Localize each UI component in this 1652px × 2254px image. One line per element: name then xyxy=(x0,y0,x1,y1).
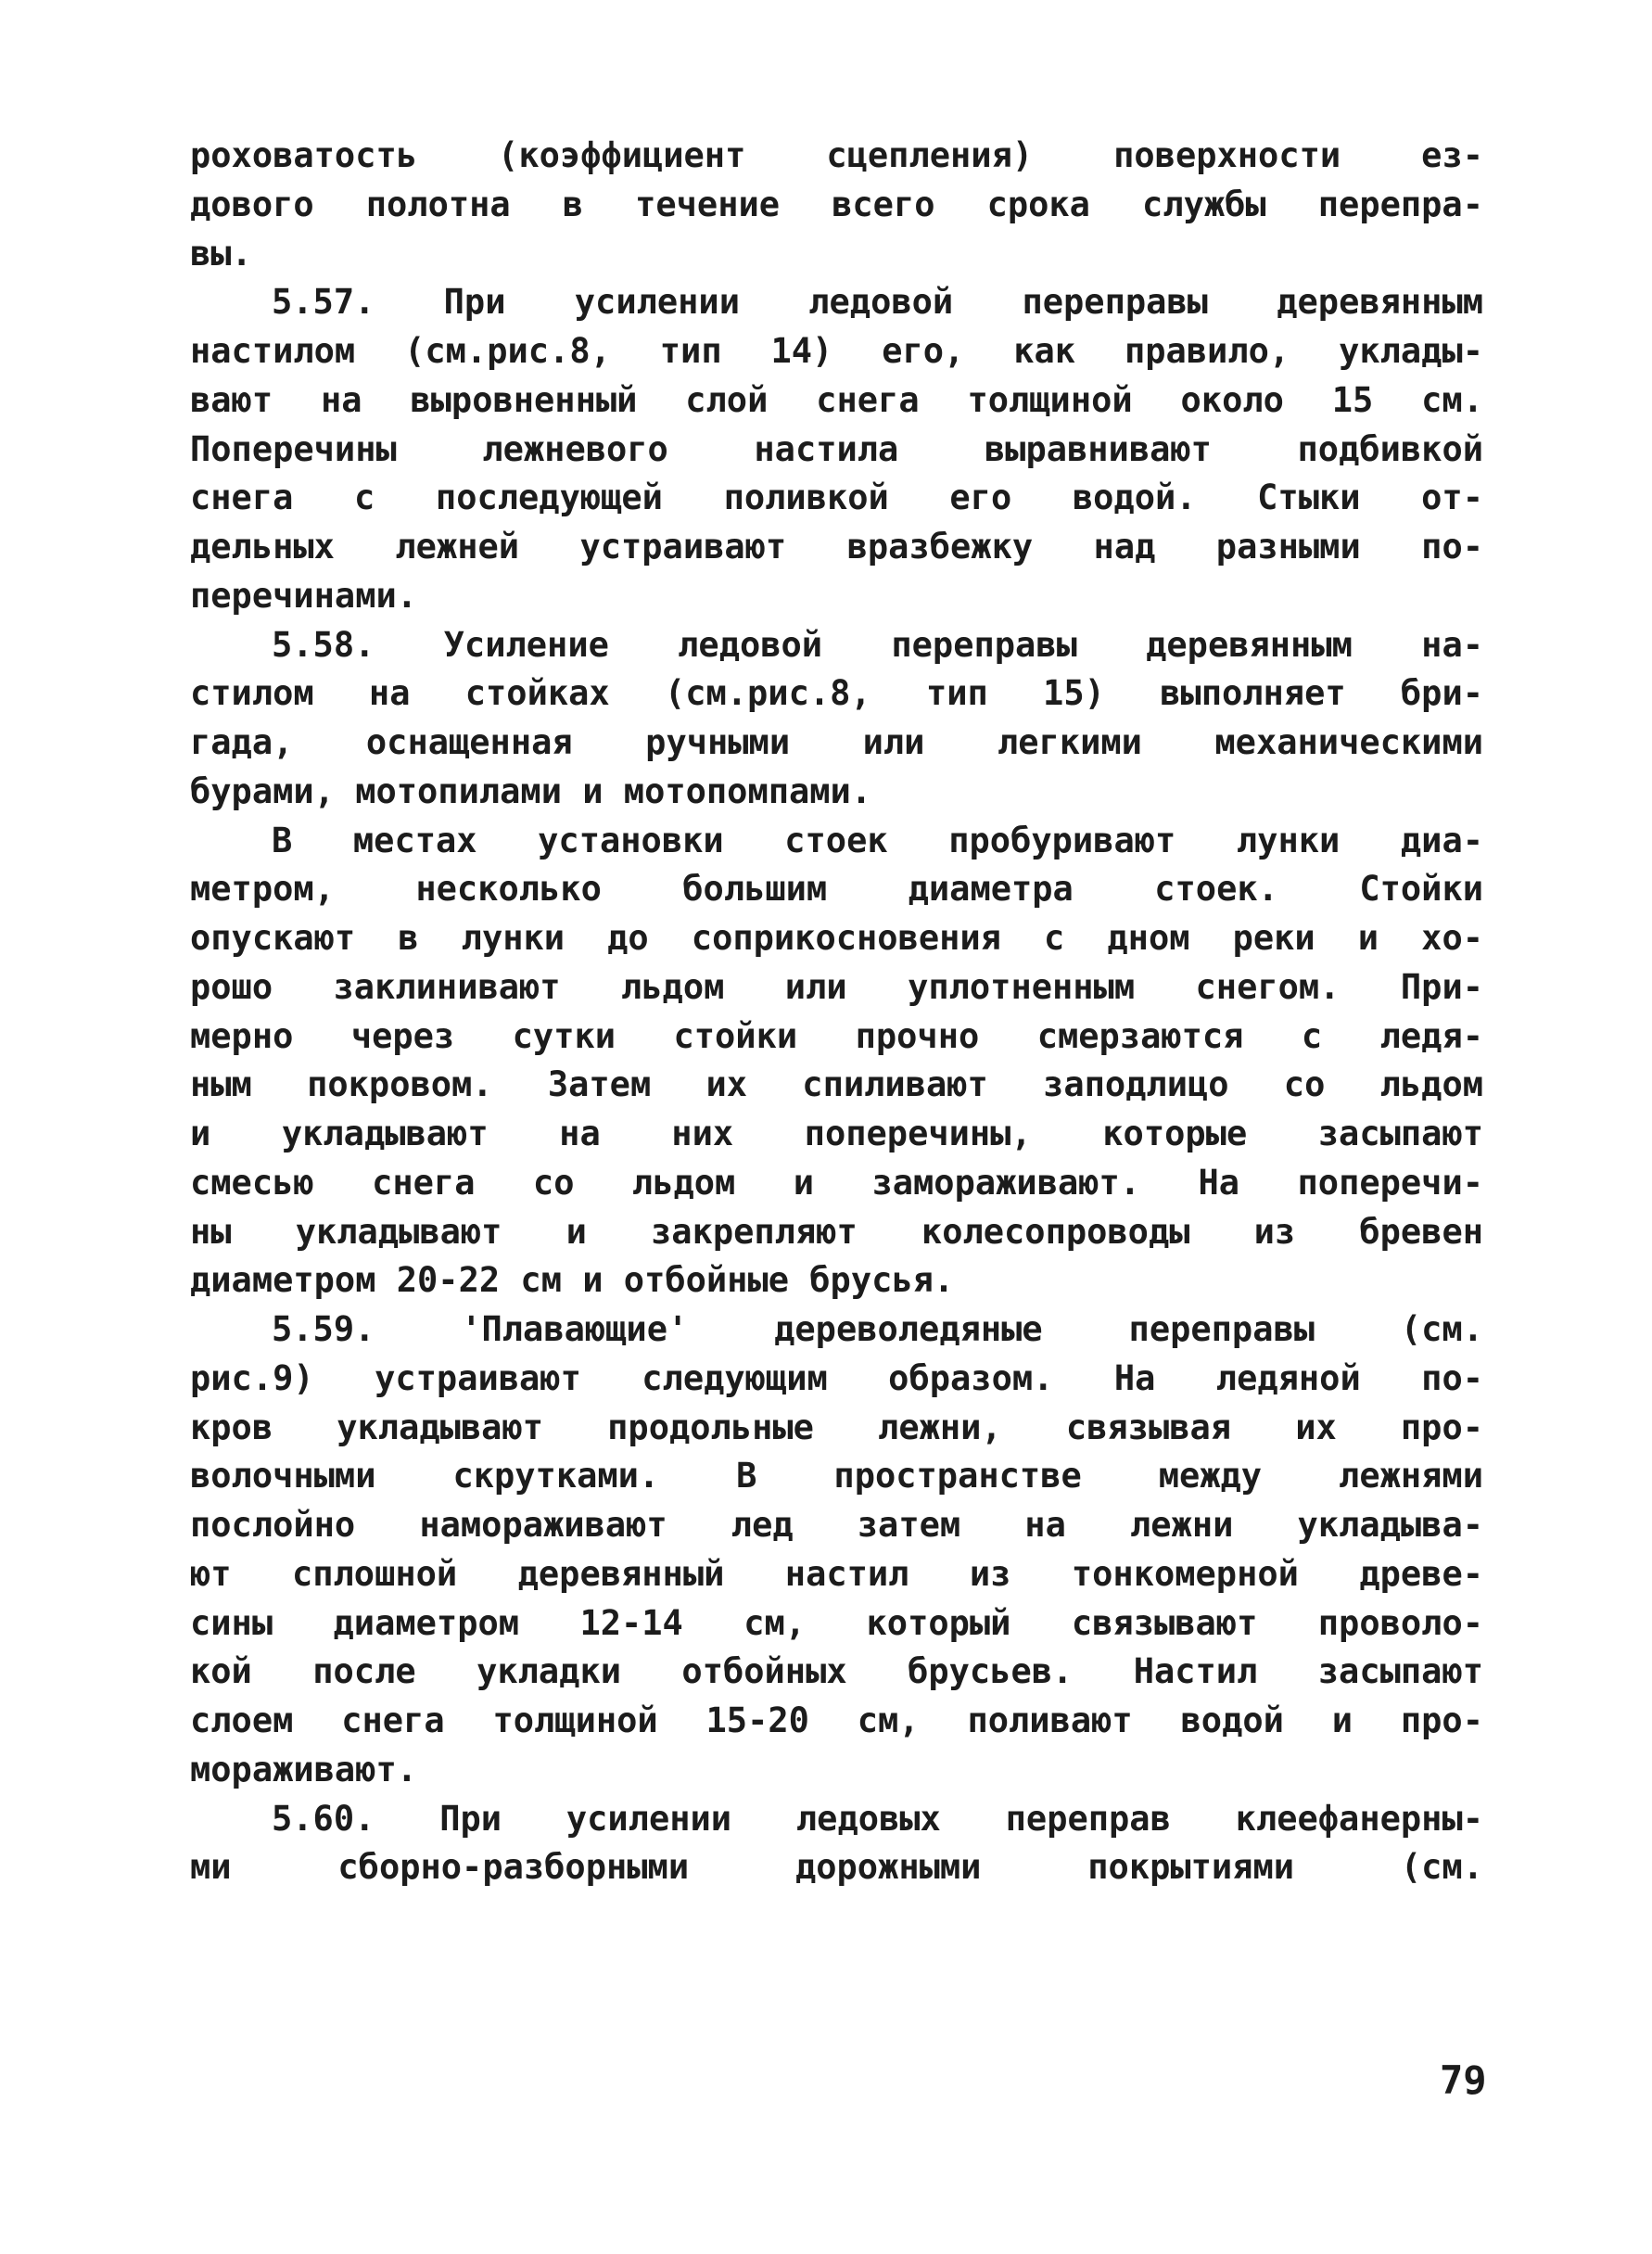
text-line: метром, несколько большим диаметра стоек. Стойки xyxy=(190,869,1483,910)
text-line: гада, оснащенная ручными или легкими механическими xyxy=(190,722,1483,762)
text-line: дового полотна в течение всего срока службы перепра- xyxy=(190,184,1483,224)
text-line: снега с последующей поливкой его водой. Стыки от- xyxy=(190,478,1483,518)
text-line: стилом на стойках (см.рис.8, тип 15) выполняет бри- xyxy=(190,673,1483,714)
body-text xyxy=(190,132,1483,1892)
paragraph-start-5-60: 5.60. При усилении ледовых переправ клеефанерны- xyxy=(272,1798,1483,1839)
text-line: настилом (см.рис.8, тип 14) его, как правило, уклады- xyxy=(190,331,1483,371)
paragraph-start-5-58: 5.58. Усиление ледовой переправы деревянным на- xyxy=(272,624,1483,665)
text-line: послойно намораживают лед затем на лежни укладыва- xyxy=(190,1505,1483,1545)
paragraph-start-stoek: В местах установки стоек пробуривают лунки диа- xyxy=(272,820,1483,860)
text-line: вают на выровненный слой снега толщиной около 15 см. xyxy=(190,379,1483,420)
text-line: рошо заклинивают льдом или уплотненным снегом. При- xyxy=(190,966,1483,1007)
paragraph-start-5-57: 5.57. При усилении ледовой переправы деревянным xyxy=(272,282,1483,323)
text-line: сины диаметром 12-14 см, который связывают проволо- xyxy=(190,1602,1483,1643)
text-line: и укладывают на них поперечины, которые засыпают xyxy=(190,1114,1483,1153)
text-line: мерно через сутки стойки прочно смерзаются с ледя- xyxy=(190,1015,1483,1056)
text-line: кров укладывают продольные лежни, связывая их про- xyxy=(190,1407,1483,1447)
text-line: дельных лежней устраивают вразбежку над разными по- xyxy=(190,527,1483,567)
text-line: перечинами. xyxy=(190,575,418,616)
text-line: ны укладывают и закрепляют колесопроводы из бревен xyxy=(190,1211,1483,1252)
text-line: рис.9) устраивают следующим образом. На ледяной по- xyxy=(190,1357,1483,1398)
text-line: ют сплошной деревянный настил из тонкомерной древе- xyxy=(190,1553,1483,1594)
text-line: смесью снега со льдом и замораживают. На поперечи- xyxy=(190,1162,1483,1203)
text-line: диаметром 20-22 см и отбойные брусья. xyxy=(190,1260,955,1301)
text-line: опускают в лунки до соприкосновения с дном реки и хо- xyxy=(190,918,1483,958)
text-line: волочными скрутками. В пространстве между лежнями xyxy=(190,1456,1483,1496)
text-line: ми сборно-разборными дорожными покрытиями (см. xyxy=(190,1847,1483,1888)
page-number: 79 xyxy=(1440,2057,1487,2103)
text-line: слоем снега толщиной 15-20 см, поливают водой и про- xyxy=(190,1700,1483,1740)
text-line: мораживают. xyxy=(190,1749,418,1789)
text-line: ным покровом. Затем их спиливают заподлицо со льдом xyxy=(190,1064,1483,1105)
text-line: роховатость (коэффициент сцепления) поверхности ез- xyxy=(190,135,1483,175)
text-line: вы. xyxy=(190,233,252,274)
text-line: Поперечины лежневого настила выравнивают подбивкой xyxy=(190,428,1483,469)
text-line: бурами, мотопилами и мотопомпами. xyxy=(190,770,872,811)
paragraph-start-5-59: 5.59. 'Плавающие' дереволедяные переправы (см. xyxy=(272,1309,1483,1349)
text-line: кой после укладки отбойных брусьев. Настил засыпают xyxy=(190,1651,1483,1692)
